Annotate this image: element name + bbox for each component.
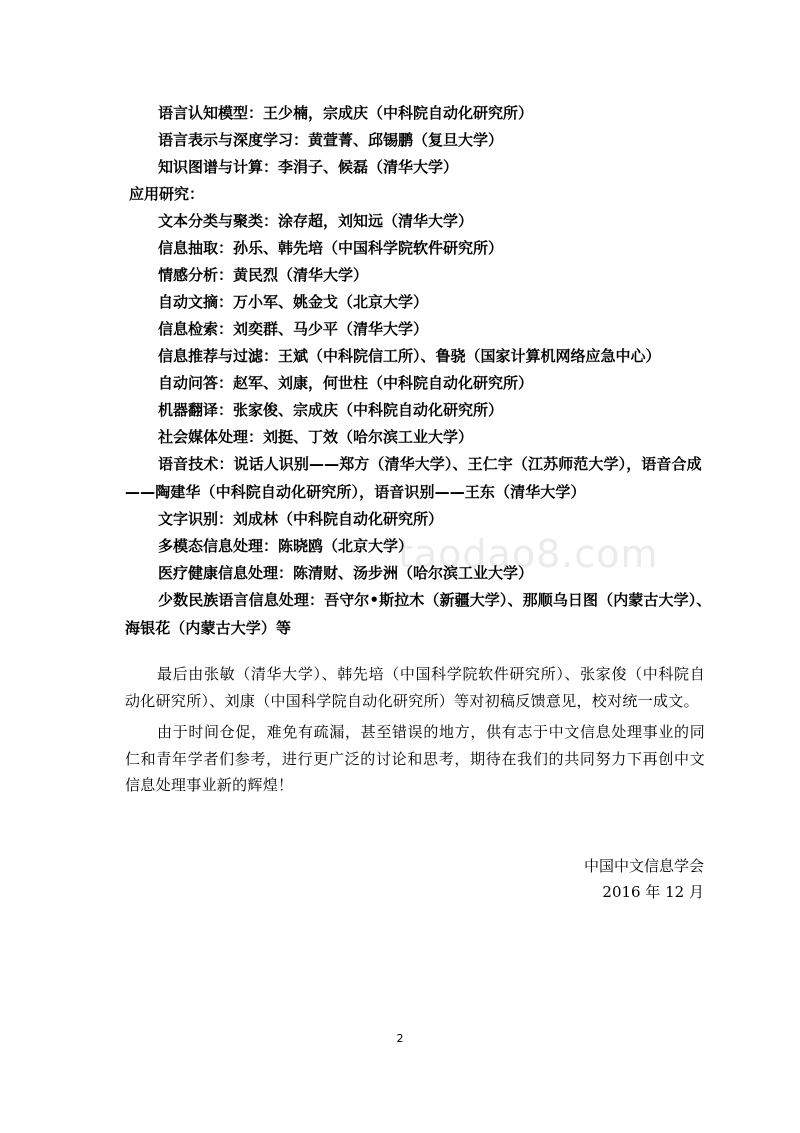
applied-research-item: 医疗健康信息处理：陈清财、汤步洲（哈尔滨工业大学）: [158, 564, 534, 582]
applied-research-item: 信息推荐与过滤：王斌（中科院信工所）、鲁骁（国家计算机网络应急中心）: [158, 347, 661, 365]
closing-paragraph-invitation: 由于时间仓促，难免有疏漏，甚至错误的地方，供有志于中文信息处理事业的同仁和青年学者们参考，进行更广泛的讨论和思考，期待在我们的共同努力下再创中文信息处理事业新的辉煌！: [125, 723, 705, 794]
applied-research-item: 自动文摘：万小军、姚金戈（北京大学）: [158, 293, 429, 311]
applied-research-heading: 应用研究：: [129, 185, 205, 203]
applied-research-item: 机器翻译：张家俊、宗成庆（中科院自动化研究所）: [158, 401, 504, 419]
research-item: 知识图谱与计算：李涓子、候磊（清华大学）: [158, 158, 459, 176]
applied-research-item: 文字识别：刘成林（中科院自动化研究所）: [158, 510, 444, 528]
research-item: 语言表示与深度学习：黄萱菁、邱锡鹏（复旦大学）: [158, 131, 504, 149]
applied-research-item: 语音技术：说话人识别——郑方（清华大学）、王仁宇（江苏师范大学），语音合成——陶建华（中科院自动化研究所），语音识别——王东（清华大学）: [125, 455, 702, 501]
signature-organization: 中国中文信息学会: [583, 857, 704, 875]
applied-research-item: 信息抽取：孙乐、韩先培（中国科学院软件研究所）: [158, 239, 504, 257]
applied-research-item: 社会媒体处理：刘挺、丁效（哈尔滨工业大学）: [158, 428, 474, 446]
signature-date: 2016 年 12 月: [602, 883, 704, 901]
applied-research-item: 情感分析：黄民烈（清华大学）: [158, 266, 369, 284]
research-item: 语言认知模型：王少楠，宗成庆（中科院自动化研究所）: [158, 104, 534, 122]
closing-paragraph-review: 最后由张敏（清华大学）、韩先培（中国科学院软件研究所）、张家俊（中科院自动化研究所）、刘康（中国科学院自动化研究所）等对初稿反馈意见，校对统一成文。: [125, 665, 705, 710]
applied-research-item: 文本分类与聚类：涂存超，刘知远（清华大学）: [158, 212, 474, 230]
applied-research-item: 多模态信息处理：陈晓鸥（北京大学）: [158, 537, 414, 555]
page-number: 2: [396, 1032, 404, 1045]
applied-research-item: 少数民族语言信息处理：吾守尔•斯拉木（新疆大学）、那顺乌日图（内蒙古大学）、海银花（内蒙古大学）等: [125, 591, 712, 637]
applied-research-item: 信息检索：刘奕群、马少平（清华大学）: [158, 320, 429, 338]
research-list: [125, 100, 715, 642]
watermark: taodao8.com: [398, 532, 659, 576]
applied-research-item: 自动问答：赵军、刘康，何世柱（中科院自动化研究所）: [158, 374, 534, 392]
